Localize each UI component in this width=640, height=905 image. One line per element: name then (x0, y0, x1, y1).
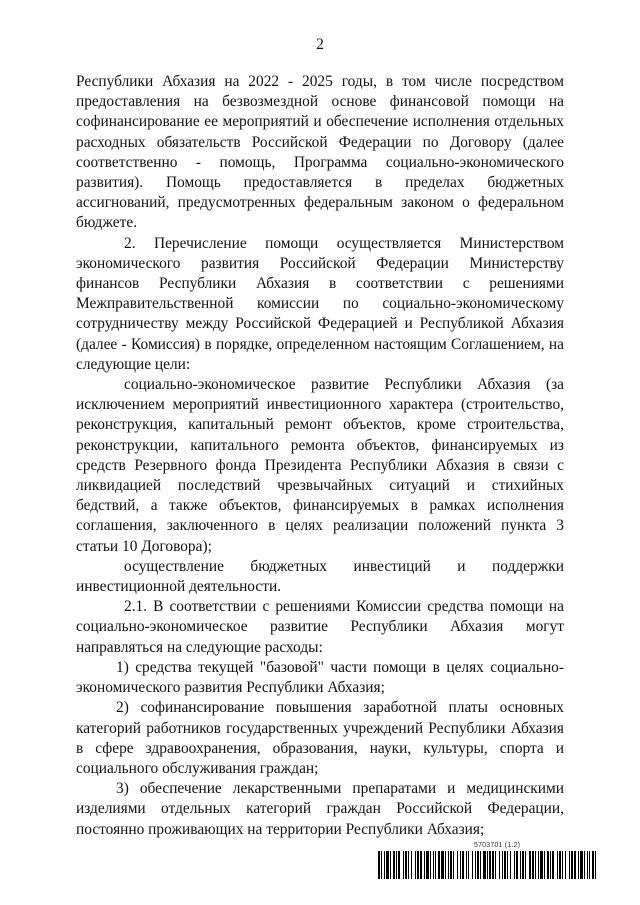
list-item-2: 2) софинансирование повышения заработной платы основных категорий работников государственных учреждений Республики Абхазия в сфере здравоохранения, образования, науки, культуры, спорта и социального обслуживания граждан; (76, 699, 564, 777)
list-item-3: 3) обеспечение лекарственными препаратами и медицинскими изделиями отдельных категорий граждан Российской Федерации, постоянно проживающих на территории Республики Абхазия; (76, 780, 564, 838)
list-item-1: 1) средства текущей "базовой" части помощи в целях социально-экономического развития Республики Абхазия; (76, 658, 564, 697)
document-body (76, 72, 564, 840)
barcode-image (378, 851, 596, 879)
paragraph-4: осуществление бюджетных инвестиций и поддержки инвестиционной деятельности. (76, 557, 564, 596)
document-code: 5703701 (1.2) (474, 842, 521, 849)
paragraph-5: 2.1. В соответствии с решениями Комиссии средства помощи на социально-экономическое развитие Республики Абхазия могут направляться на следующие расходы: (76, 598, 564, 656)
paragraph-3: социально-экономическое развитие Республики Абхазия (за исключением мероприятий инвестиционного характера (строительство, реконструкция, капитальный ремонт объектов, кроме строительства, реконструкции, капитального ремонта объектов, финансируемых из средств Резервного фонда Президента Республики Абхазия в связи с ликвидацией последствий чрезвычайных ситуаций и стихийных бедствий, а также объектов, финансируемых в рамках исполнения соглашения, заключенного в целях реализации положений пункта 3 статьи 10 Договора); (76, 376, 564, 555)
paragraph-2: 2. Перечисление помощи осуществляется Министерством экономического развития Российской Федерации Министерству финансов Республики Абхазия в соответствии с решениями Межправительственной комиссии по социально-экономическому сотрудничеству между Российской Федерацией и Республикой Абхазия (далее - Комиссия) в порядке, определенном настоящим Соглашением, на следующие цели: (76, 234, 564, 373)
document-footer (378, 842, 596, 882)
page-number: 2 (316, 36, 324, 53)
paragraph-1: Республики Абхазия на 2022 - 2025 годы, в том числе посредством предоставления на безвозмездной основе финансовой помощи на софинансирование ее мероприятий и обеспечение исполнения отдельных расходных обязательств Российской Федерации по Договору (далее соответственно - помощь, Программа социально-экономического развития). Помощь предоставляется в пределах бюджетных ассигнований, предусмотренных федеральным законом о федеральном бюджете. (76, 73, 564, 232)
